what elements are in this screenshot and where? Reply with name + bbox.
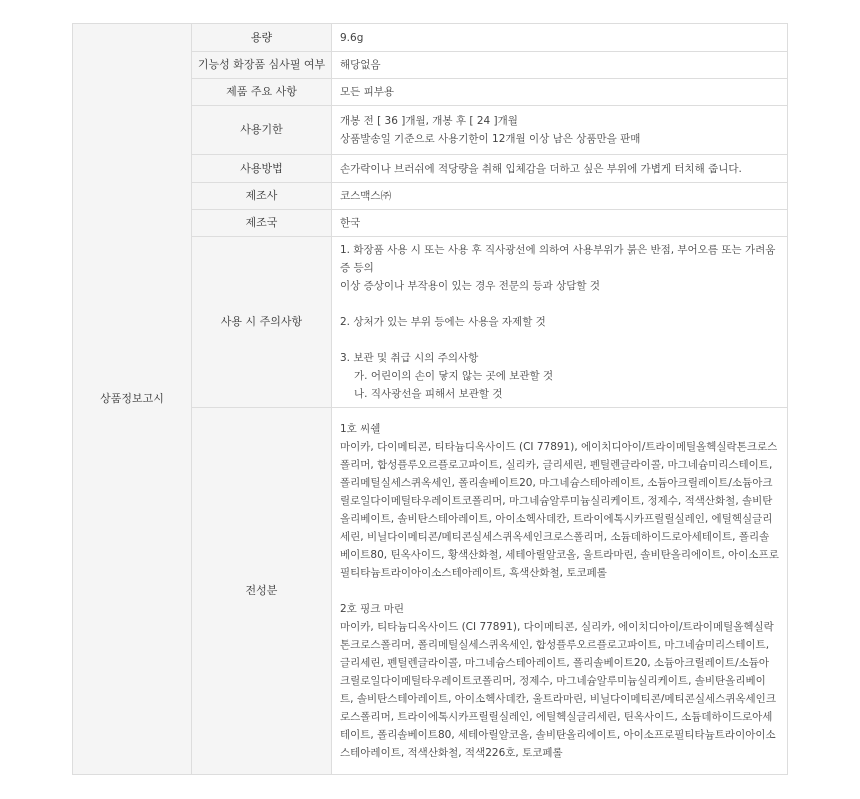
caution-item-1-line-2: 이상 증상이나 부작용이 있는 경우 전문의 등과 상담할 것 [340,280,600,292]
caution-item-3-b: 나. 직사광선을 피해서 보관할 것 [354,388,503,400]
label-ingredients: 전성분 [192,408,332,775]
label-main-notes: 제품 주요 사항 [192,79,332,106]
caution-label-line-1: 사용 시 [220,315,257,328]
section-title: 상품정보고시 [73,24,192,775]
value-ingredients [332,408,788,775]
shade-2-name: 2호 핑크 마린 [340,603,405,615]
expiry-line-1: 개봉 전 [ 36 ]개월, 개봉 후 [ 24 ]개월 [340,115,518,127]
value-capacity: 9.6g [332,24,788,52]
label-functional-review: 기능성 화장품 심사필 여부 [192,52,332,79]
value-main-notes: 모든 피부용 [332,79,788,106]
value-country: 한국 [332,210,788,237]
caution-item-1-line-1: 1. 화장품 사용 시 또는 사용 후 직사광선에 의하여 사용부위가 붉은 반점, 부어오름 또는 가려움증 등의 [340,244,776,274]
label-usage: 사용방법 [192,155,332,183]
label-manufacturer: 제조사 [192,183,332,210]
label-expiry: 사용기한 [192,106,332,155]
value-usage: 손가락이나 브러쉬에 적당량을 취해 입체감을 더하고 싶은 부위에 가볍게 터치해 줍니다. [332,155,788,183]
product-info-table [72,23,788,775]
label-country: 제조국 [192,210,332,237]
value-caution [332,237,788,408]
shade-1-ingredients: 마이카, 다이메티콘, 티타늄디옥사이드 (CI 77891), 에이치디아이/트라이메틸올헥실락톤크로스폴리머, 합성플루오르플로고파이트, 실리카, 글리세린, 펜틸렌글라이콜, 마그네슘미리스테이트, 폴리메틸실세스퀴옥세인, 폴리솔베이트20, 마그네슘스테아레이트, 소듐아크릴레이트/소듐아크릴로일다이메틸타우레이트코폴리머, 마그네슘알루미늄실리케이트, 정제수, 적색산화철, 솔비탄올리베이트, 솔비탄스테아레이트, 아이소헥사데칸, 트라이에톡시카프릴릴실레인, 에틸헥실글리세린, 비닐다이메티콘/메티콘실세스퀴옥세인크로스폴리머, 소듐데하이드로아세테이트, 폴리솔베이트80, 틴옥사이드, 황색산화철, 세테아릴알코올, 울트라마린, 솔비탄올리에이트, 아이소프로필티타늄트라이아이소스테아레이트, 흑색산화철, 토코페롤 [340,441,779,579]
label-capacity: 용량 [192,24,332,52]
shade-1-name: 1호 씨쉘 [340,423,381,435]
caution-item-3-a: 가. 어린이의 손이 닿지 않는 곳에 보관할 것 [354,370,554,382]
caution-item-2: 2. 상처가 있는 부위 등에는 사용을 자제할 것 [340,316,546,328]
value-manufacturer: 코스맥스㈜ [332,183,788,210]
shade-2-ingredients: 마이카, 티타늄디옥사이드 (CI 77891), 다이메티콘, 실리카, 에이치디아이/트라이메틸올헥실락톤크로스폴리머, 폴리메틸실세스퀴옥세인, 합성플루오르플로고파이트, 마그네슘미리스테이트, 글리세린, 펜틸렌글라이콜, 마그네슘스테아레이트, 폴리솔베이트20, 소듐아크릴레이트/소듐아크릴로일다이메틸타우레이트코폴리머, 정제수, 마그네슘알루미늄실리케이트, 솔비탄올리베이트, 솔비탄스테아레이트, 아이소헥사데칸, 울트라마린, 비닐다이메티콘/메티콘실세스퀴옥세인크로스폴리머, 트라이에톡시카프릴릴실레인, 에틸헥실글리세린, 틴옥사이드, 소듐데하이드로아세테이트, 폴리솔베이트80, 세테아릴알코올, 솔비탄올리에이트, 아이소프로필티타늄트라이아이소스테아레이트, 적색산화철, 적색226호, 토코페롤 [340,621,776,759]
caution-item-3: 3. 보관 및 취급 시의 주의사항 [340,352,479,364]
expiry-line-2: 상품발송일 기준으로 사용기한이 12개월 이상 남은 상품만을 판매 [340,133,641,145]
value-functional-review: 해당없음 [332,52,788,79]
caution-label-line-2: 주의사항 [259,315,303,328]
value-expiry [332,106,788,155]
label-caution [192,237,332,408]
